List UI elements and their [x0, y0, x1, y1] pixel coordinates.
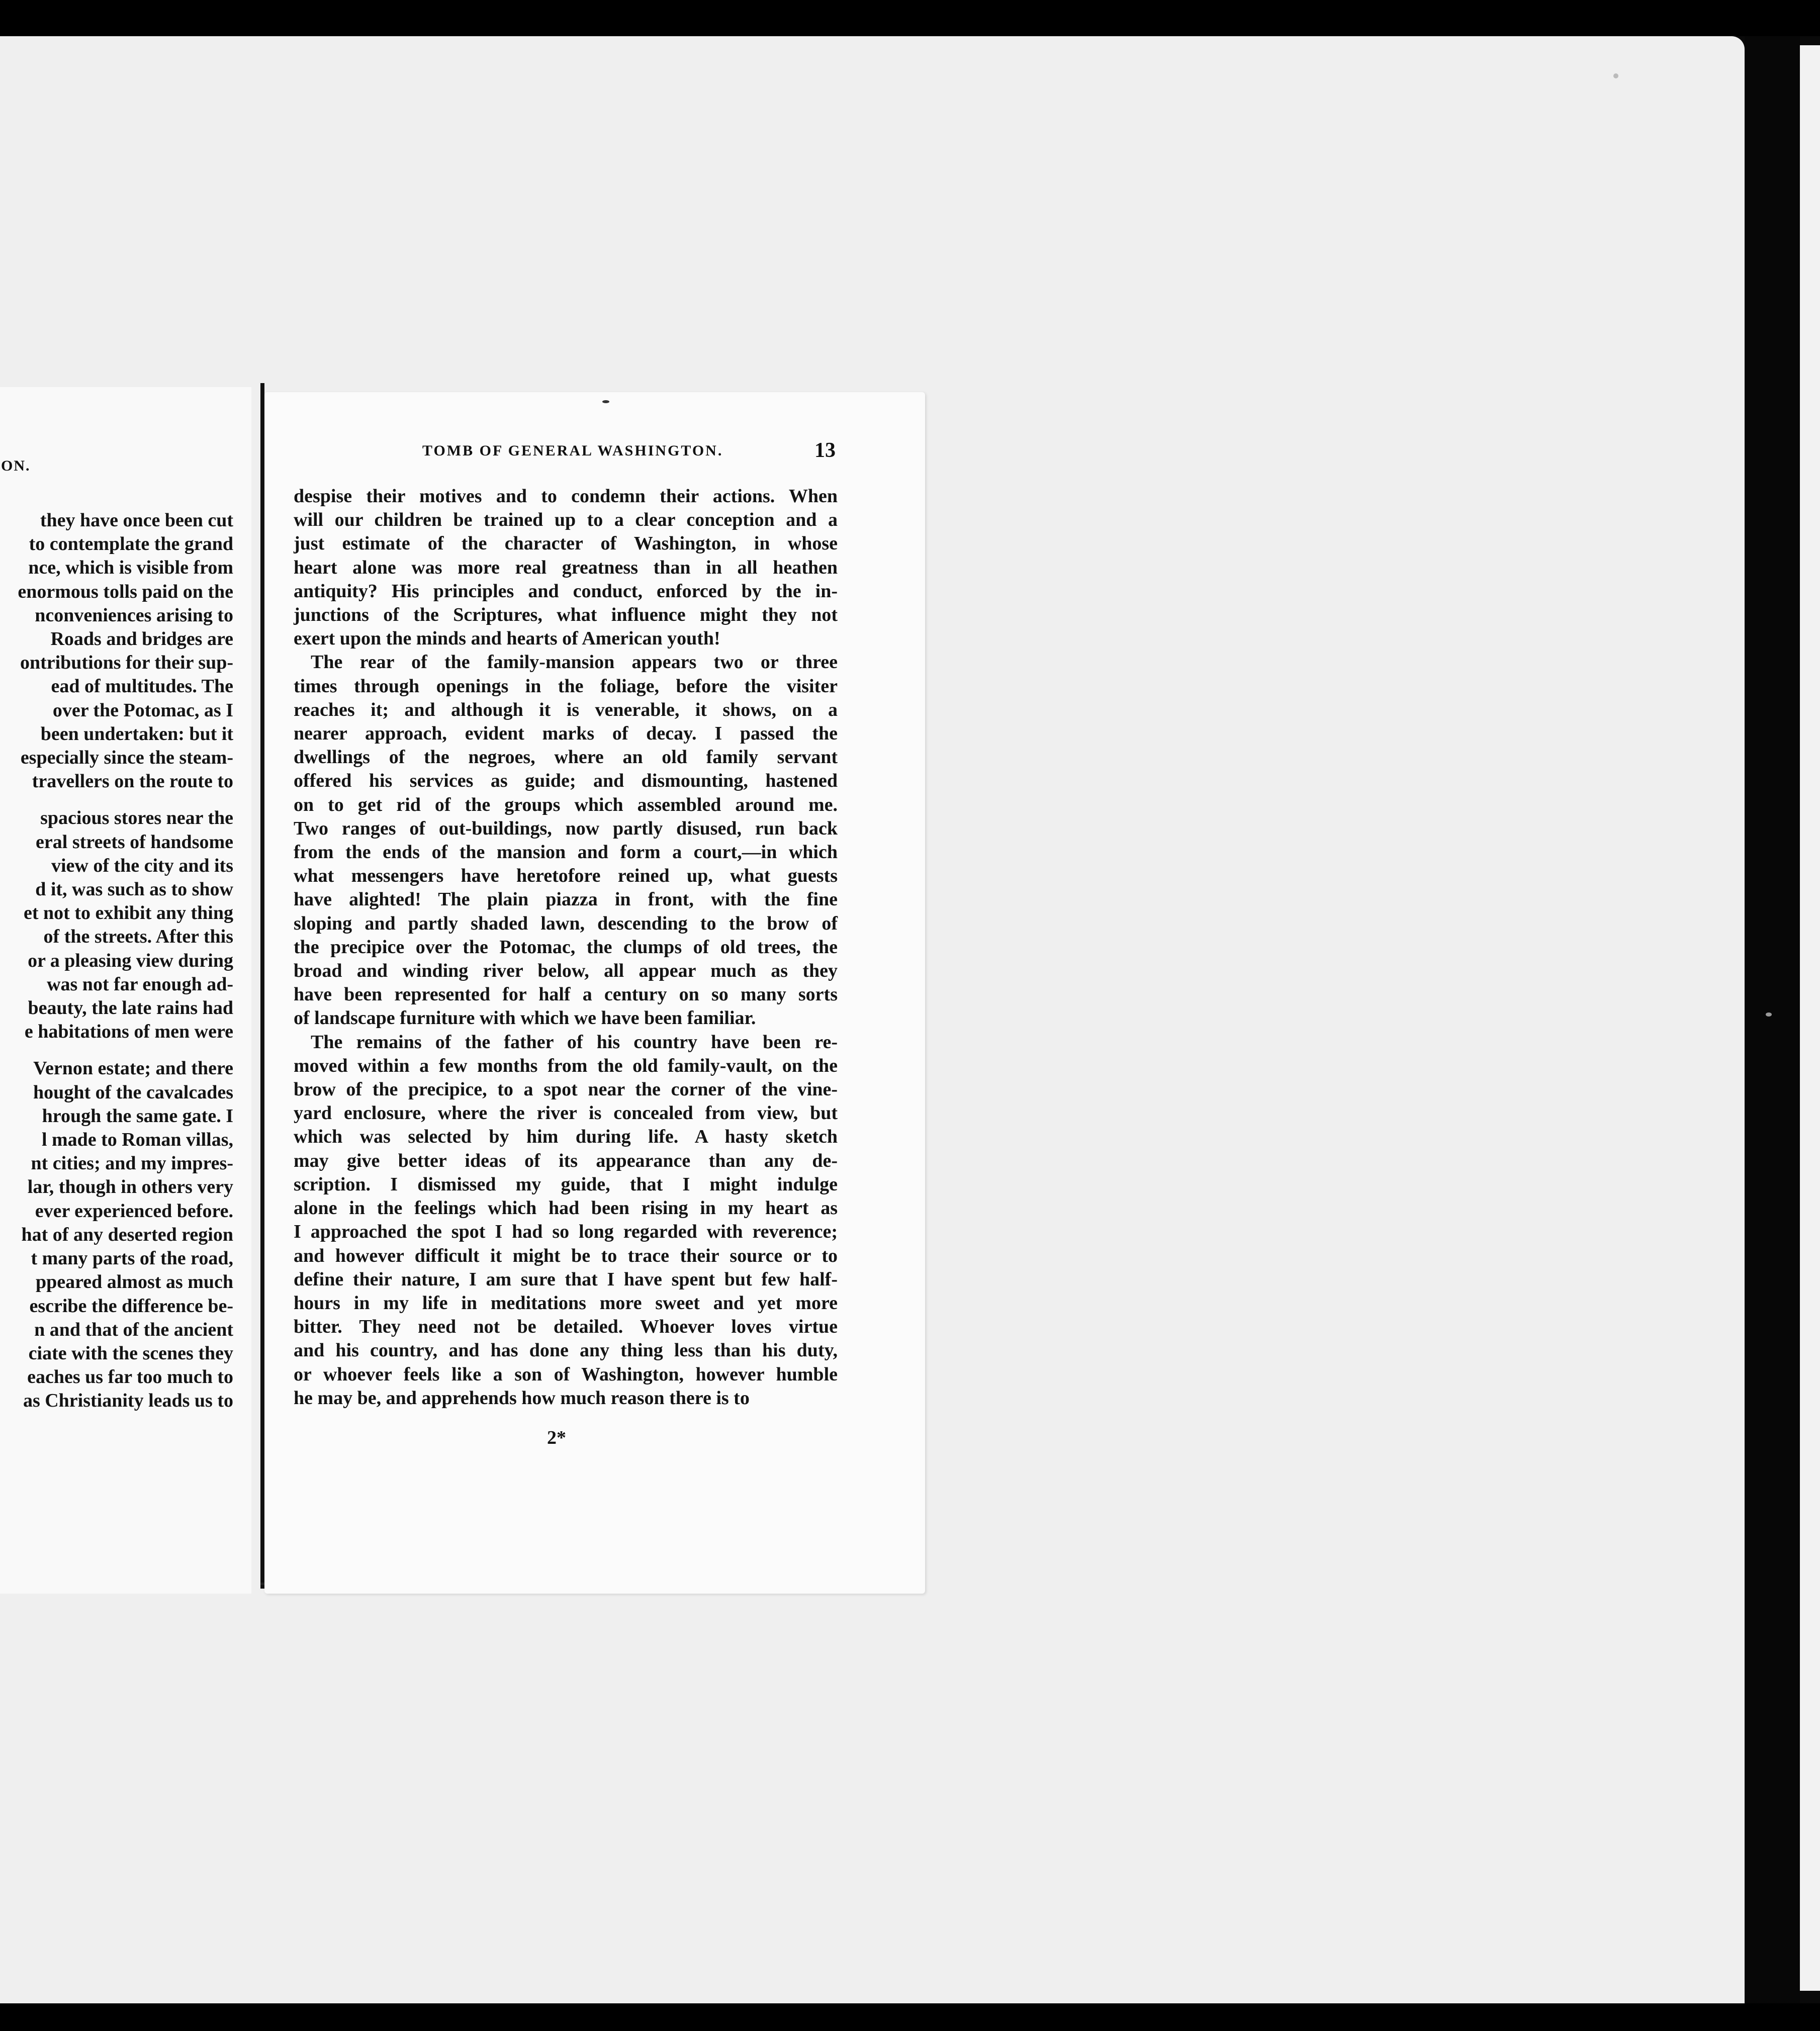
scan-speck	[1766, 1012, 1772, 1017]
text-line: yard enclosure, where the river is concealed from view, but	[294, 1102, 838, 1124]
text-line: travellers on the route to	[32, 771, 233, 792]
text-line: or a pleasing view during	[28, 950, 233, 971]
text-line: what messengers have heretofore reined up, what guests	[294, 865, 838, 887]
text-line: eral streets of handsome	[36, 831, 233, 853]
text-line: ppeared almost as much	[35, 1271, 233, 1293]
text-line: hought of the cavalcades	[33, 1081, 233, 1103]
text-line: moved within a few months from the old family-vault, on the	[294, 1055, 838, 1076]
text-line: et not to exhibit any thing	[24, 902, 233, 924]
text-line: nce, which is visible from	[28, 557, 233, 579]
text-line: heart alone was more real greatness than in all heathen	[294, 557, 838, 578]
scan-border-bottom	[0, 2003, 1820, 2031]
text-line: d it, was such as to show	[35, 879, 233, 900]
text-line: times through openings in the foliage, before the visiter	[294, 675, 838, 697]
text-line: lar, though in others very	[27, 1176, 233, 1198]
text-line: view of the city and its	[51, 855, 233, 876]
text-line: nt cities; and my impres-	[31, 1153, 233, 1174]
text-line: ontributions for their sup-	[20, 652, 233, 674]
text-line: The remains of the father of his country have been re-	[311, 1031, 838, 1053]
text-line: exert upon the minds and hearts of American youth!	[294, 628, 720, 650]
text-line: from the ends of the mansion and form a court,—in which	[294, 842, 838, 863]
text-line: brow of the precipice, to a spot near the corner of the vine-	[294, 1079, 838, 1100]
text-line: eaches us far too much to	[27, 1366, 233, 1388]
text-line: been undertaken: but it	[40, 723, 233, 745]
text-line: they have once been cut	[40, 510, 233, 531]
text-line: n and that of the ancient	[34, 1319, 233, 1340]
text-line: especially since the steam-	[20, 747, 233, 769]
text-line: have been represented for half a century on so many sorts	[294, 984, 838, 1005]
right-page	[264, 392, 925, 1594]
text-line: Roads and bridges are	[50, 628, 233, 650]
text-line: alone in the feelings which had been rising in my heart as	[294, 1197, 838, 1219]
scan-border-top	[0, 0, 1820, 36]
text-line: e habitations of men were	[24, 1021, 233, 1043]
text-line: Two ranges of out-buildings, now partly disused, run back	[294, 817, 838, 839]
page-edge-rule	[260, 383, 264, 1589]
text-line: t many parts of the road,	[31, 1248, 233, 1269]
text-line: spacious stores near the	[40, 807, 233, 829]
text-line: dwellings of the negroes, where an old family servant	[294, 747, 838, 768]
text-line: and his country, and has done any thing less than his duty,	[294, 1340, 838, 1361]
text-line: was not far enough ad-	[47, 973, 233, 995]
text-line: ead of multitudes. The	[51, 676, 233, 697]
text-line: junctions of the Scriptures, what influence might they not	[294, 604, 838, 626]
text-line: may give better ideas of its appearance than any de-	[294, 1150, 838, 1171]
text-line: just estimate of the character of Washington, in whose	[294, 533, 838, 555]
text-line: ever experienced before.	[35, 1200, 233, 1222]
signature-mark: 2*	[547, 1427, 566, 1448]
text-line: have alighted! The plain piazza in front, with the fine	[294, 889, 838, 910]
scan-speck	[602, 400, 609, 403]
running-head: TOMB OF GENERAL WASHINGTON.	[422, 442, 723, 459]
text-line: of the streets. After this	[43, 926, 233, 948]
text-line: he may be, and apprehends how much reason there is to	[294, 1387, 750, 1409]
text-line: or whoever feels like a son of Washington, however humble	[294, 1363, 838, 1385]
text-line: over the Potomac, as I	[52, 699, 233, 721]
text-line: and however difficult it might be to trace their source or to	[294, 1245, 838, 1266]
text-line: Vernon estate; and there	[33, 1058, 233, 1079]
scan-border-right	[1745, 36, 1800, 2003]
body-text	[294, 485, 838, 1410]
text-line: to contemplate the grand	[29, 533, 233, 555]
text-line: escribe the difference be-	[29, 1295, 233, 1317]
page-number: 13	[814, 439, 836, 462]
text-line: hours in my life in meditations more sweet and yet more	[294, 1292, 838, 1314]
text-line: as Christianity leads us to	[23, 1390, 233, 1412]
text-line: hat of any deserted region	[21, 1224, 233, 1245]
text-line: reaches it; and although it is venerable, it shows, on a	[294, 699, 838, 720]
text-line: nearer approach, evident marks of decay. I passed the	[294, 723, 838, 745]
left-page-text	[18, 509, 233, 1413]
text-line: enormous tolls paid on the	[18, 581, 233, 602]
text-line: which was selected by him during life. A hasty sketch	[294, 1126, 838, 1148]
text-line: sloping and partly shaded lawn, descending to the brow of	[294, 912, 838, 934]
left-page	[0, 387, 251, 1594]
scan-speck	[1613, 73, 1618, 78]
text-line: broad and winding river below, all appear much as they	[294, 960, 838, 982]
text-line: bitter. They need not be detailed. Whoever loves virtue	[294, 1316, 838, 1338]
text-line: despise their motives and to condemn their actions. When	[294, 486, 838, 507]
text-line: of landscape furniture with which we have been familiar.	[294, 1007, 756, 1029]
text-line: hrough the same gate. I	[42, 1105, 233, 1127]
text-line: l made to Roman villas,	[41, 1129, 233, 1151]
text-line: nconveniences arising to	[35, 604, 233, 626]
text-line: ciate with the scenes they	[28, 1342, 233, 1364]
scan-edge-strip	[1800, 45, 1820, 1991]
text-line: on to get rid of the groups which assembled around me.	[294, 794, 838, 815]
text-line: I approached the spot I had so long regarded with reverence;	[294, 1221, 838, 1243]
text-line: antiquity? His principles and conduct, enforced by the in-	[294, 580, 838, 602]
text-line: scription. I dismissed my guide, that I might indulge	[294, 1173, 838, 1195]
text-line: define their nature, I am sure that I have spent but few half-	[294, 1268, 838, 1290]
text-line: beauty, the late rains had	[28, 997, 233, 1019]
text-line: offered his services as guide; and dismounting, hastened	[294, 770, 838, 792]
text-line: the precipice over the Potomac, the clumps of old trees, the	[294, 936, 838, 958]
text-line: The rear of the family-mansion appears two or three	[311, 652, 838, 673]
text-line: will our children be trained up to a clear conception and a	[294, 509, 838, 531]
left-running-head: ON.	[1, 457, 31, 474]
